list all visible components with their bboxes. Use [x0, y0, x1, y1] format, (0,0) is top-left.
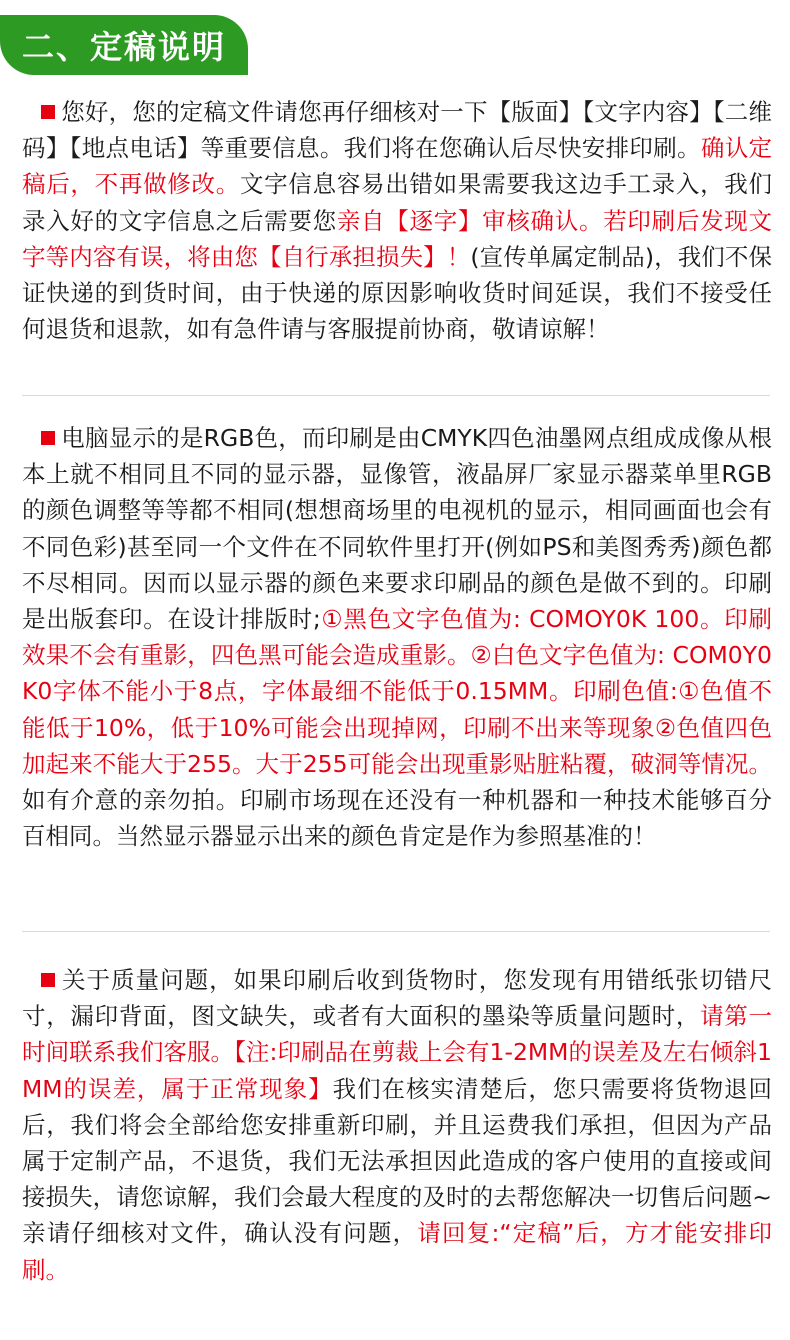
section-header-banner [0, 15, 248, 75]
highlight-text-segment: 请回复:“定稿”后，方才能安排印刷。 [22, 1219, 772, 1284]
section-divider [22, 931, 770, 932]
text-segment: 我们在核实清楚后，您只需要将货物退回后，我们将会全部给您安排重新印刷，并且运费我们承担，但因为产品属于定制产品，不退货，我们无法承担因此造成的客户使用的直接或间接损失，请您谅解，我们会最大程度的及时的去帮您解决一切售后问题~亲请仔细核对文件，确认没有问题， [22, 1074, 773, 1248]
red-square-bullet-icon [41, 431, 55, 445]
text-segment: 电脑显示的是RGB色，而印刷是由CMYK四色油墨网点组成成像从根本上就不相同且不同的显示器，显像管，液晶屏厂家显示器菜单里RGB的颜色调整等等都不相同(想想商场里的电视机的显示，相同画面也会有不同色彩)甚至同一个文件在不同软件里打开(例如PS和美图秀秀)颜色都不尽相同。因而以显示器的颜色来要求印刷品的颜色是做不到的。印刷是出版套印。在设计排版时; [22, 424, 772, 634]
red-square-bullet-icon [41, 105, 55, 119]
red-square-bullet-icon [41, 973, 55, 987]
notice-section-quality-issues [22, 962, 772, 1288]
notice-section-proof-check [22, 94, 772, 347]
text-segment: 您好，您的定稿文件请您再仔细核对一下【版面】【文字内容】【二维码】【地点电话】等重要信息。我们将在您确认后尽快安排印刷。 [22, 98, 772, 163]
text-segment: 如有介意的亲勿拍。印刷市场现在还没有一种机器和一种技术能够百分百相同。当然显示器显示出来的颜色肯定是作为参照基准的！ [22, 786, 772, 851]
notice-section-color-difference [22, 420, 772, 854]
highlight-text-segment: ①黑色文字色值为: COMOY0K 100。印刷效果不会有重影，四色黑可能会造成重影。②白色文字色值为: COM0Y0K0字体不能小于8点，字体最细不能低于0.15MM。印刷色值:①色值不能低于10%，低于10%可能会出现掉网，印刷不出来等现象②色值四色加起来不能大于255。大于255可能会出现重影贴脏粘覆，破洞等情况。 [22, 605, 773, 778]
section-title: 二、定稿说明 [22, 28, 227, 66]
text-segment: 文字信息容易出错如果需要我这边手工录入，我们录入好的文字信息之后需要您 [22, 170, 773, 235]
highlight-text-segment: 确认定稿后，不再做修改。 [22, 134, 773, 199]
text-segment: 关于质量问题，如果印刷后收到货物时，您发现有用错纸张切错尺寸，漏印背面，图文缺失，或者有大面积的墨染等质量问题时， [22, 966, 772, 1031]
text-segment: (宣传单属定制品)，我们不保证快递的到货时间，由于快递的原因影响收货时间延误，我们不接受任何退货和退款，如有急件请与客服提前协商，敬请谅解！ [22, 242, 772, 344]
highlight-text-segment: 亲自【逐字】审核确认。若印刷后发现文字等内容有误，将由您【自行承担损失】！ [22, 206, 773, 271]
highlight-text-segment: 请第一时间联系我们客服。【注:印刷品在剪裁上会有1-2MM的误差及左右倾斜1MM的误差，属于正常现象】 [22, 1002, 773, 1103]
section-divider [22, 395, 770, 396]
